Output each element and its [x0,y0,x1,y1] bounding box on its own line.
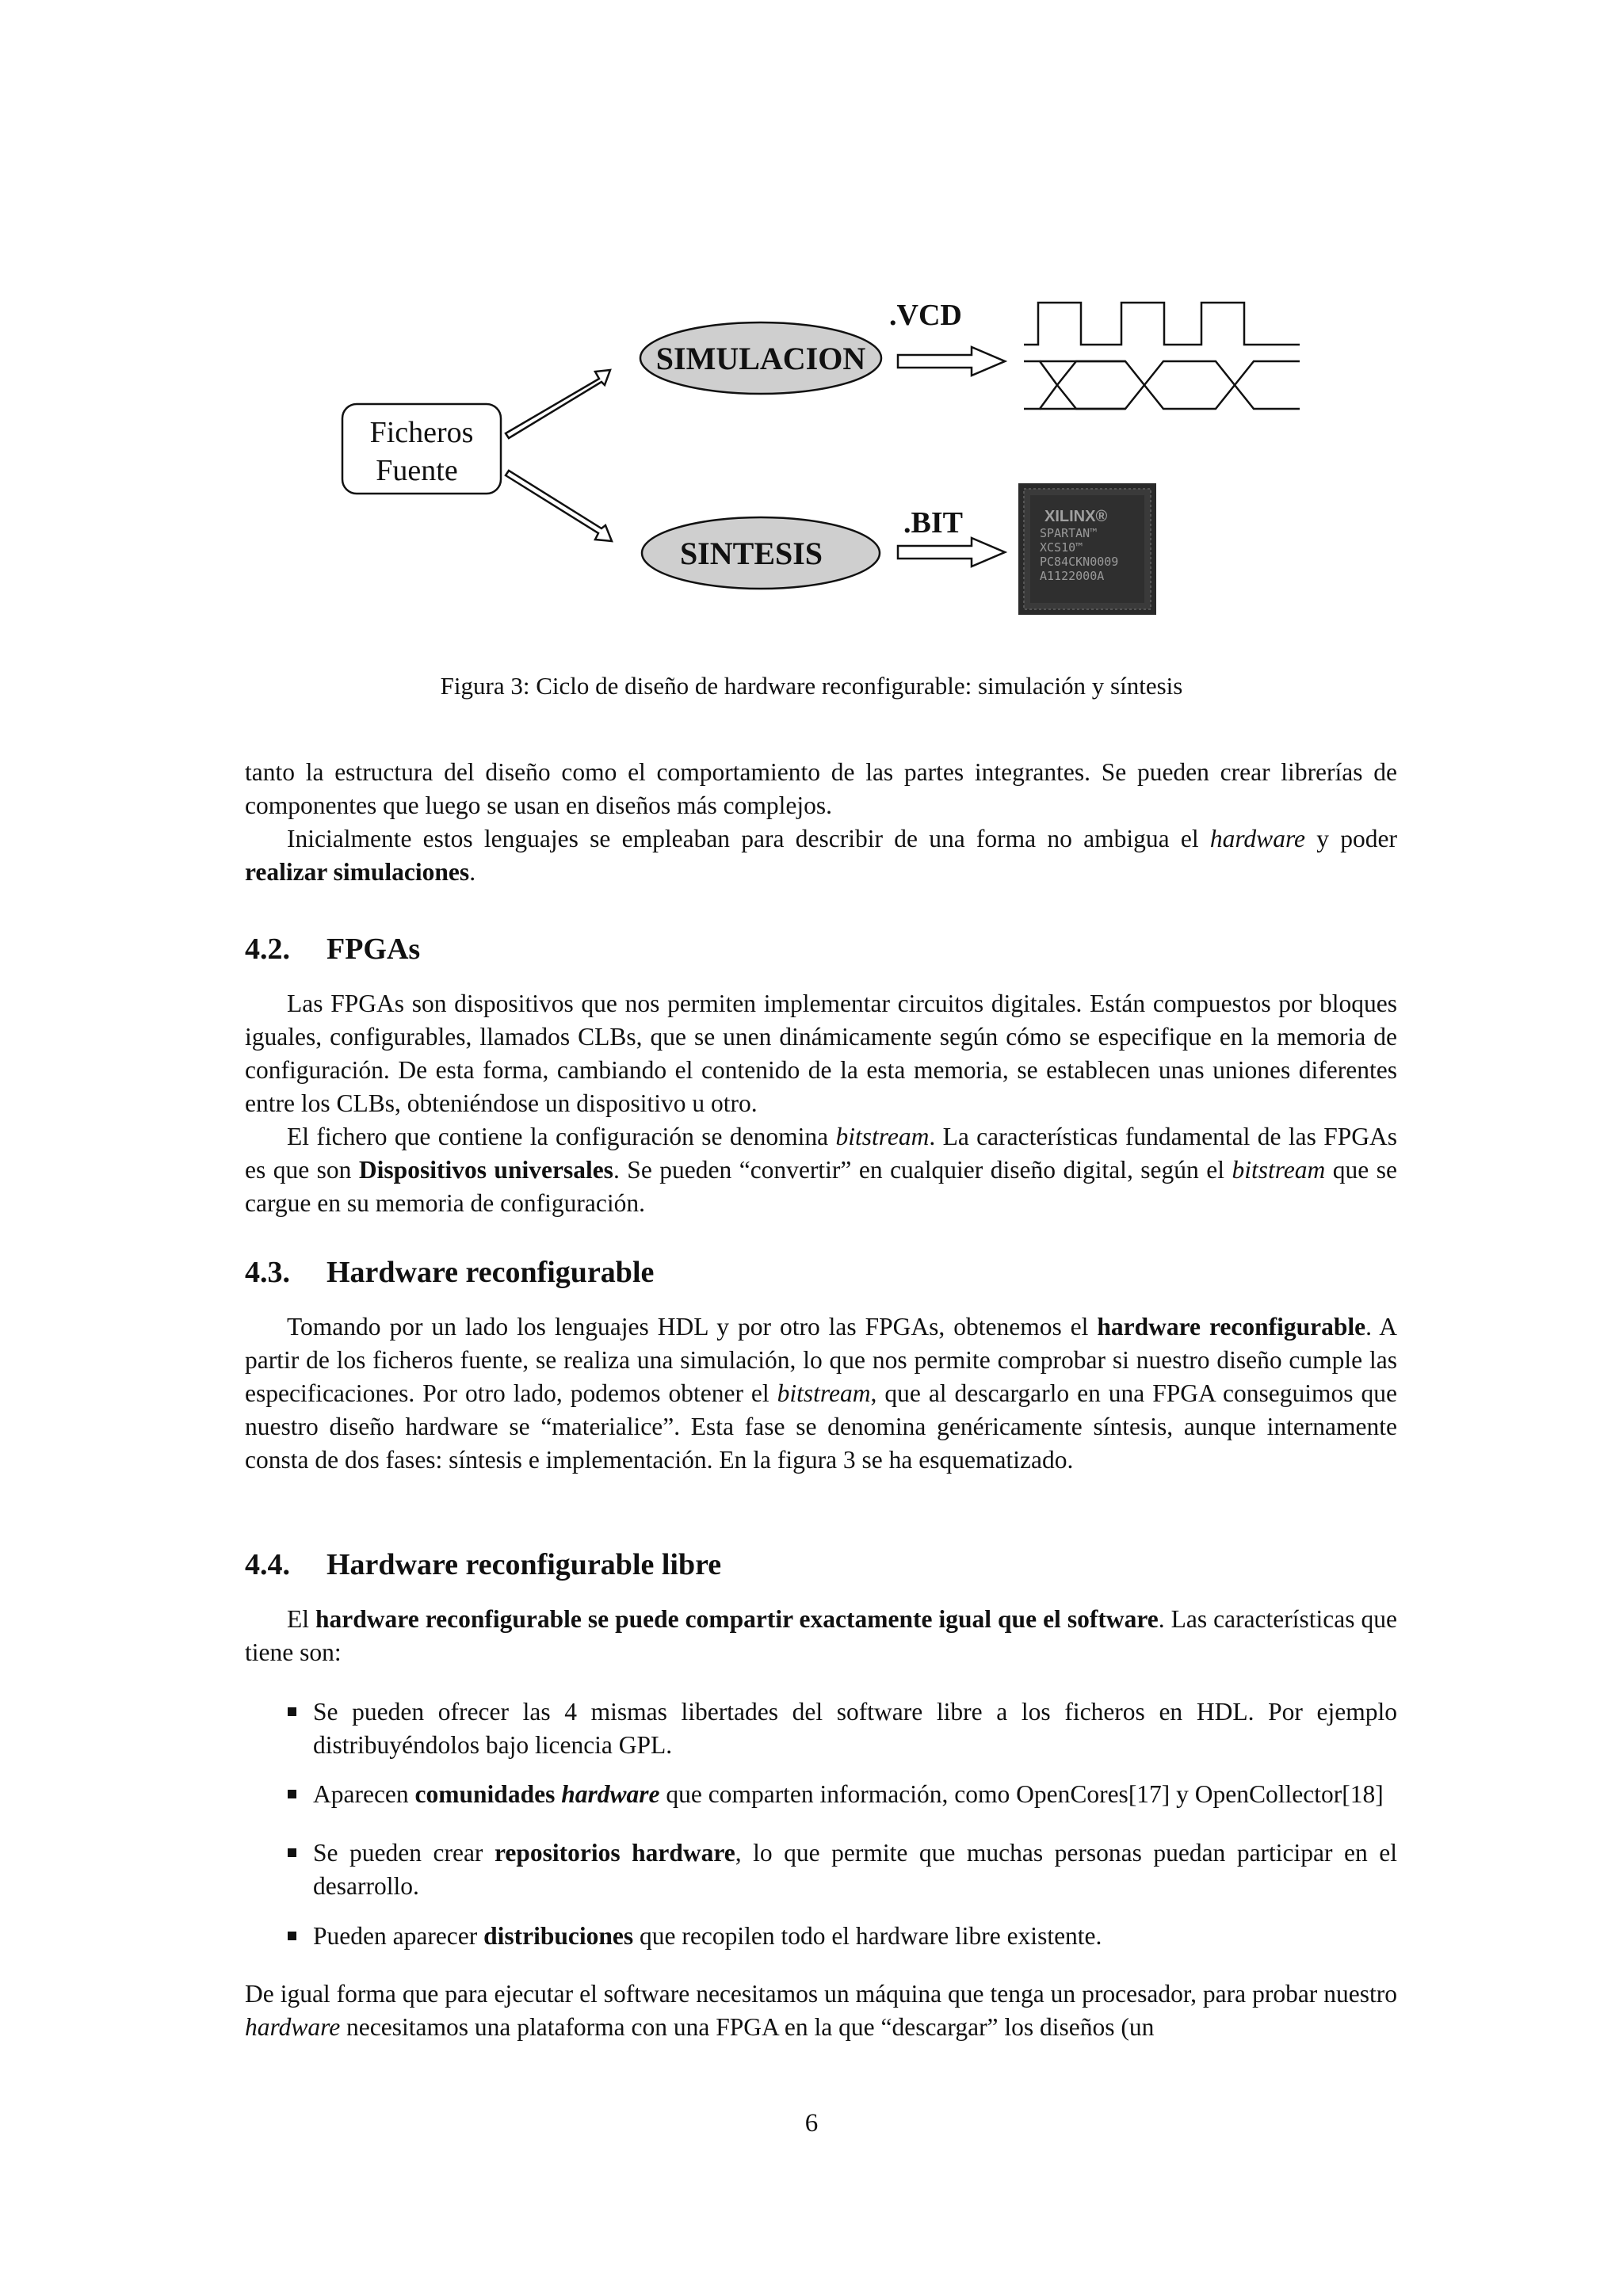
arrow-to-waveform [898,347,1005,376]
section-4-2-text [245,987,1397,1220]
bullet-mark [288,1932,296,1940]
chip-brand-text: XILINX® [1044,508,1108,525]
section-4-4-intro [245,1603,1397,1669]
page-number: 6 [804,2109,819,2138]
section-heading-4-2: 4.2. FPGAs [245,933,421,966]
reconfigurable-paragraph: Tomando por un lado los lenguajes HDL y por otro las FPGAs, obtenemos el hardware reconfigurable. A partir de los ficheros fuente, se realiza una simulación, lo que nos permite comprobar si nuestro diseño cumple las especificaciones. Por otro lado, podemos obtener el bitstream, que al descargarlo en una FPGA conseguimos que nuestro diseño hardware se “materialice”. Esta fase se denomina genéricamente síntesis, aunque internamente consta de dos fases: síntesis e implementación. En la figura 3 se ha esquematizado. [245,1313,1397,1474]
clock-waveform [1024,303,1300,345]
intro-paragraph-1: tanto la estructura del diseño como el comportamiento de las partes integrantes. Se pueden crear librerías de componentes que luego se usan en diseños más complejos. [245,758,1397,819]
chip-line-4: A1122000A [1040,569,1105,583]
figure-caption: Figura 3: Ciclo de diseño de hardware reconfigurable: simulación y síntesis [440,672,1183,700]
bus-waveform [1024,361,1300,409]
chip-line-3: PC84CKN0009 [1040,555,1119,569]
closing-paragraph: De igual forma que para ejecutar el software necesitamos un máquina que tenga un procesador, para probar nuestro hardware necesitamos una plataforma con una FPGA en la que “descargar” los diseños (un [245,1980,1397,2041]
section-4-3-text [245,1310,1397,1477]
synthesis-label: SINTESIS [679,536,823,571]
chip-line-1: SPARTAN™ [1040,526,1098,540]
intro-text [245,756,1397,889]
bullet-mark [288,1790,296,1798]
arrow-to-synthesis [506,471,612,541]
intro-paragraph-2: Inicialmente estos lenguajes se empleaban para describir de una forma no ambigua el hardware y poder realizar simulaciones. [245,825,1397,886]
free-hardware-paragraph: El hardware reconfigurable se puede compartir exactamente igual que el software. Las características que tiene son: [245,1605,1397,1666]
source-box-line-1: Ficheros [369,416,474,449]
section-heading-4-4: 4.4. Hardware reconfigurable libre [245,1548,722,1581]
bullet-mark [288,1707,296,1716]
figure-design-cycle [317,285,1308,634]
design-cycle-diagram [317,285,1308,634]
simulation-label: SIMULACION [655,341,866,376]
section-heading-4-3: 4.3. Hardware reconfigurable [245,1256,655,1289]
vcd-label: .VCD [889,299,962,332]
page: Ficheros Fuente SIMULACION SINTESIS .VCD .BIT XILINX® SPARTAN™ XCS10™ PC84CKN0009 A1122000A Figura 3: Ciclo de diseño de hardware reconfigurable: simulación y síntesis tanto la estructura del diseño como el comportamiento de las partes integrantes. Se pueden crear librerías de componentes que luego se usan en diseños más complejos. Inicialmente estos lenguajes se empleaban para describir de una forma no ambigua el hardware y poder realizar simulaciones. 4.2. FPGAs Las FPGAs son dispositivos que nos permiten implementar circuitos digitales. Están compuestos por bloques iguales, configurables, llamados CLBs, que se unen dinámicamente según cómo se especifique en la memoria de configuración. De esta forma, cambiando el contenido de la esta memoria, se establecen unas uniones diferentes entre los CLBs, obteniéndose un dispositivo u otro. El fichero que contiene la configuración se denomina bitstream. La características fundamental de las FPGAs es que son Dispositivos universales. Se pueden “convertir” en cualquier diseño digital, según el bitstream que se cargue en su memoria de configuración. 4.3. Hardware reconfigurable Tomando por un lado los lenguajes HDL y por otro las FPGAs, obtenemos el hardware reconfigurable. A partir de los ficheros fuente, se realiza una simulación, lo que nos permite comprobar si nuestro diseño cumple las especificaciones. Por otro lado, podemos obtener el bitstream, que al descargarlo en una FPGA conseguimos que nuestro diseño hardware se “materialice”. Esta fase se denomina genéricamente síntesis, aunque internamente consta de dos fases: síntesis e implementación. En la figura 3 se ha esquematizado. 4.4. Hardware reconfigurable libre El hardware reconfigurable se puede compartir exactamente igual que el software. Las características que tiene son: Se pueden ofrecer las 4 mismas libertades del software libre a los ficheros en HDL. Por ejemplo distribuyéndolos bajo licencia GPL. Aparecen comunidades hardware que comparten información, como OpenCores[17] y OpenCollector[18] Se pueden crear repositorios hardware, lo que permite que muchas personas puedan participar en el desarrollo. Pueden aparecer distribuciones que recopilen todo el hardware libre existente. De igual forma que para ejecutar el software necesitamos un máquina que tenga un procesador, para probar nuestro hardware necesitamos una plataforma con una FPGA en la que “descargar” los diseños (un 6 [0,0,1623,2296]
fpga-chip [1018,483,1156,615]
arrow-to-simulation [506,370,610,438]
bit-label: .BIT [903,506,963,540]
fpga-paragraph-1: Las FPGAs son dispositivos que nos permiten implementar circuitos digitales. Están compuestos por bloques iguales, configurables, llamados CLBs, que se unen dinámicamente según cómo se especifique en la memoria de configuración. De esta forma, cambiando el contenido de la esta memoria, se establecen unas uniones diferentes entre los CLBs, obteniéndose un dispositivo u otro. [245,990,1397,1117]
fpga-paragraph-2: El fichero que contiene la configuración se denomina bitstream. La características fundamental de las FPGAs es que son Dispositivos universales. Se pueden “convertir” en cualquier diseño digital, según el bitstream que se cargue en su memoria de configuración. [245,1123,1397,1217]
bullet-mark [288,1848,296,1857]
chip-line-2: XCS10™ [1040,540,1083,555]
closing-text [245,1978,1397,2044]
source-box-line-2: Fuente [376,454,458,487]
arrow-to-chip [898,538,1005,566]
